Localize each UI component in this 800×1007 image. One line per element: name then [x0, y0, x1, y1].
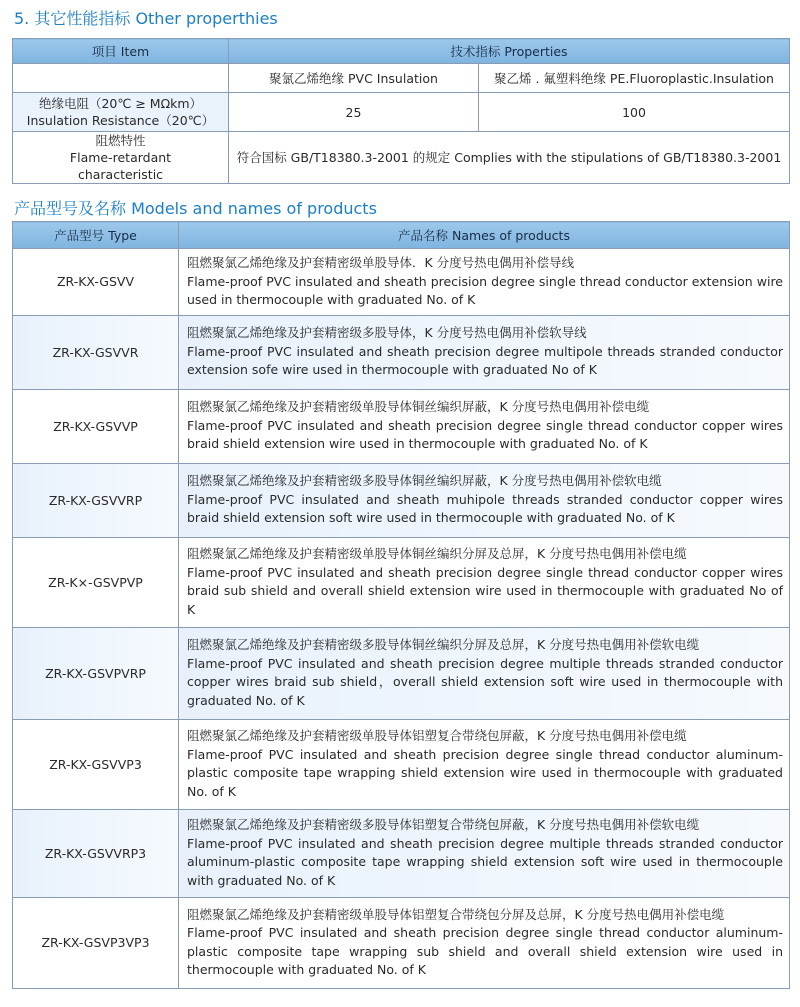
model-name-en: Flame-proof PVC insulated and sheath precision degree single thread conductor extension wire used in thermocouple with graduated No. of K [187, 273, 783, 307]
models-header-row [13, 222, 790, 249]
col-pvc-insulation: 聚氯乙烯绝缘 PVC Insulation [229, 64, 479, 93]
header-type: 产品型号 Type [13, 222, 179, 249]
section-title-properties: 5. 其它性能指标 Other properthies [14, 9, 278, 28]
header-properties: 技术指标 Properties [229, 39, 790, 64]
model-description [179, 719, 790, 809]
model-name-cn: 阻燃聚氯乙烯绝缘及护套精密级单股导体铝塑复合带绕包分屏及总屏，K 分度号热电偶用补偿电缆 [187, 906, 725, 922]
table-row [13, 389, 790, 463]
model-name-en: Flame-proof PVC insulated and sheath precision degree multipole threads stranded conductor extension sofe wire used in thermocouple with graduated No of K [187, 343, 783, 378]
model-type: ZR-K×-GSVPVP [13, 537, 179, 627]
table-row [13, 463, 790, 537]
model-name-cn: 阻燃聚氯乙烯绝缘及护套精密级多股导体铜丝编织屏蔽，K 分度号热电偶用补偿软电缆 [187, 473, 662, 489]
model-name-en: Flame-proof PVC insulated and sheath precision degree single thread conductor aluminum-plastic composite tape wrapping shield extension wire used in thermocouple with graduated No. of K [187, 746, 783, 799]
model-description [179, 809, 790, 897]
table-row [13, 537, 790, 627]
model-description [179, 389, 790, 463]
empty-cell [13, 64, 229, 93]
model-name-en: Flame-proof PVC insulated and sheath precision degree single thread conductor copper wires braid sub shield and overall shield extension wire used in thermocouple with graduated No of K [187, 564, 783, 617]
insulation-pvc-value: 25 [229, 93, 479, 132]
flame-label-cn: 阻燃特性 [95, 133, 146, 148]
flame-retardant-label [13, 132, 229, 184]
model-name-cn: 阻燃聚氯乙烯绝缘及护套精密级多股导体铜丝编织分屏及总屏，K 分度号热电偶用补偿软电缆 [187, 637, 700, 652]
model-description [179, 537, 790, 627]
model-name-cn: 阻燃聚氯乙烯绝缘及护套精密级单股导体．K 分度号热电偶用补偿导线 [187, 255, 575, 270]
model-name-en: Flame-proof PVC insulated and sheath precision degree single thread conductor copper wires braid shield extension wire used in thermocouple with graduated No. of K [187, 417, 783, 452]
section-title-models: 产品型号及名称 Models and names of products [14, 199, 377, 218]
properties-table [12, 38, 790, 184]
col-pe-insulation: 聚乙烯 . 氟塑料绝缘 PE.Fluoroplastic.Insulation [479, 64, 790, 93]
insulation-pe-value: 100 [479, 93, 790, 132]
flame-label-en2: characteristic [77, 167, 164, 182]
model-name-cn: 阻燃聚氯乙烯绝缘及护套精密级单股导体铜丝编织分屏及总屏，K 分度号热电偶用补偿电缆 [187, 546, 687, 561]
model-name-en: Flame-proof PVC insulated and sheath precision degree single thread conductor aluminum-plastic composite tape wrapping sub shield and overall shield extension wire used in thermocouple with graduated No. of K [187, 925, 783, 977]
model-name-cn: 阻燃聚氯乙烯绝缘及护套精密级多股导体，K 分度号热电偶用补偿软导线 [187, 325, 587, 341]
insulation-label-en: Insulation Resistance（20℃） [26, 113, 215, 128]
model-description [179, 627, 790, 719]
header-item: 项目 Item [13, 39, 229, 64]
model-name-cn: 阻燃聚氯乙烯绝缘及护套精密级单股导体铝塑复合带绕包屏蔽，K 分度号热电偶用补偿电缆 [187, 728, 687, 743]
properties-header-row [13, 39, 790, 64]
model-name-en: Flame-proof PVC insulated and sheath muhipole threads stranded conductor copper wires braid shield extension soft wire used in thermocouple with graduated No. of K [187, 491, 783, 526]
table-row [13, 627, 790, 719]
insulation-resistance-label [13, 93, 229, 132]
model-name-en: Flame-proof PVC insulated and sheath precision degree multiple threads stranded conductor aluminum-plastic composite tape wrapping shield extension soft wire used in thermocouple with graduated No. of K [187, 835, 783, 888]
table-row [13, 897, 790, 988]
model-description [179, 249, 790, 316]
table-row [13, 809, 790, 897]
insulation-label-cn: 绝缘电阻（20℃ ≥ MΩkm） [38, 96, 203, 111]
model-type: ZR-KX-GSVVR [13, 315, 179, 389]
model-description [179, 463, 790, 537]
model-type: ZR-KX-GSVVP [13, 389, 179, 463]
header-names: 产品名称 Names of products [179, 222, 790, 249]
model-name-cn: 阻燃聚氯乙烯绝缘及护套精密级单股导体铜丝编织屏蔽，K 分度号热电偶用补偿电缆 [187, 399, 650, 415]
table-row [13, 315, 790, 389]
model-type: ZR-KX-GSVVRP3 [13, 809, 179, 897]
insulation-resistance-row [13, 93, 790, 132]
model-description [179, 897, 790, 988]
model-rows [13, 249, 790, 989]
properties-subheader-row [13, 64, 790, 93]
flame-retardant-row [13, 132, 790, 184]
flame-retardant-value: 符合国标 GB/T18380.3-2001 的规定 Complies with the stipulations of GB/T18380.3-2001 [229, 132, 790, 184]
table-row [13, 249, 790, 316]
model-name-cn: 阻燃聚氯乙烯绝缘及护套精密级多股导体铝塑复合带绕包屏蔽，K 分度号热电偶用补偿软电缆 [187, 817, 700, 832]
model-type: ZR-KX-GSVVP3 [13, 719, 179, 809]
flame-label-en1: Flame-retardant [69, 150, 172, 165]
model-name-en: Flame-proof PVC insulated and sheath precision degree multiple threads stranded conductor copper wires braid sub shield，overall shield extension soft wire used in thermocouple with graduated No. of K [187, 655, 783, 708]
model-type: ZR-KX-GSVV [13, 249, 179, 316]
table-row [13, 719, 790, 809]
model-type: ZR-KX-GSVPVRP [13, 627, 179, 719]
model-description [179, 315, 790, 389]
models-table [12, 221, 790, 989]
model-type: ZR-KX-GSVVRP [13, 463, 179, 537]
model-type: ZR-KX-GSVP3VP3 [13, 897, 179, 988]
